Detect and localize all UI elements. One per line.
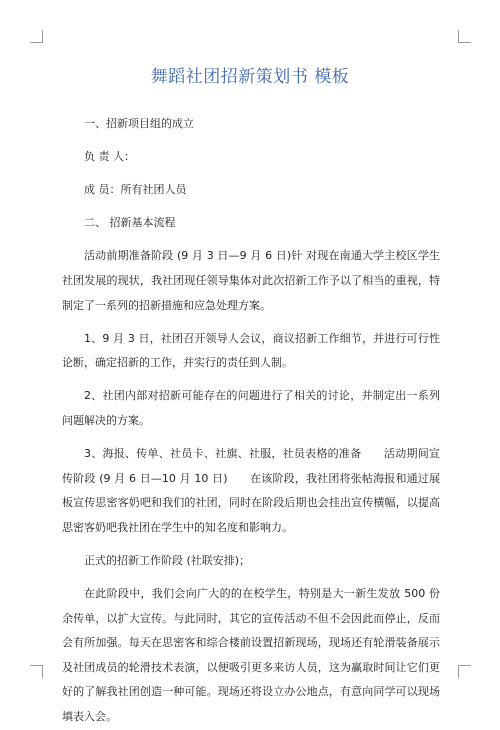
paragraph-item-1: 1、9 月 3 日，社团召开领导人会议，商议招新工作细节，并进行可行性论断，确定招新的工作，并实行的责任到人制。 <box>62 331 440 370</box>
section-heading-1: 一、招新项目组的成立 <box>84 117 194 130</box>
crop-mark-bottom-right <box>458 665 471 678</box>
paragraph-stage-detail: 在此阶段中，我们会向广大的的在校学生，特别是大一新生发放 500 份余传单，以扩大宣传。与此同时，其它的宣传活动不但不会因此而停止，反而会有所加强。每天在思密客和综合楼前设置招新现场，现场还有轮滑装备展示及社团成员的轮滑技术表演，以便吸引更多来访人员，这为赢取时间让它们更好的了解我社团创造一种可能。现场还将设立办公地点，有意向同学可以现场填表入会。 <box>62 587 440 723</box>
crop-mark-top-right <box>458 30 471 43</box>
crop-mark-top-left <box>30 30 43 43</box>
paragraph-item-2: 2、社团内部对招新可能存在的问题进行了相关的讨论，并制定出一系列问题解决的方案。 <box>62 389 440 427</box>
paragraph-formal-stage: 正式的招新工作阶段 (社联安排)； <box>84 553 251 567</box>
crop-mark-bottom-left <box>30 665 43 678</box>
paragraph-item-3: 3、海报、传单、社员卡、社旗、社服，社员表格的准备 活动期间宣传阶段 (9 月 6 日—10 月 10 日) 在该阶段，我社团将张帖海报和通过展板宣传思密客奶吧和我们的社团，同时在阶段后期也会挂出宣传横幅，以提高思密客奶吧我社团在学生中的知名度和影响力。 <box>62 447 440 534</box>
paragraph-members: 成 员：所有社团人员 <box>84 183 187 197</box>
paragraph-preparation: 活动前期准备阶段 (9 月 3 日—9 月 6 日)针 对现在南通大学主校区学生社团发展的现状，我社团现任领导集体对此次招新工作予以了相当的重视，特制定了一系列的招新措施和应急处理方案。 <box>62 249 440 312</box>
document-title: 舞蹈社团招新策划书 模板 <box>150 67 350 87</box>
paragraph-leader: 负 责 人： <box>84 150 135 164</box>
document-body <box>62 112 440 730</box>
section-heading-2: 二、 招新基本流程 <box>84 216 176 230</box>
